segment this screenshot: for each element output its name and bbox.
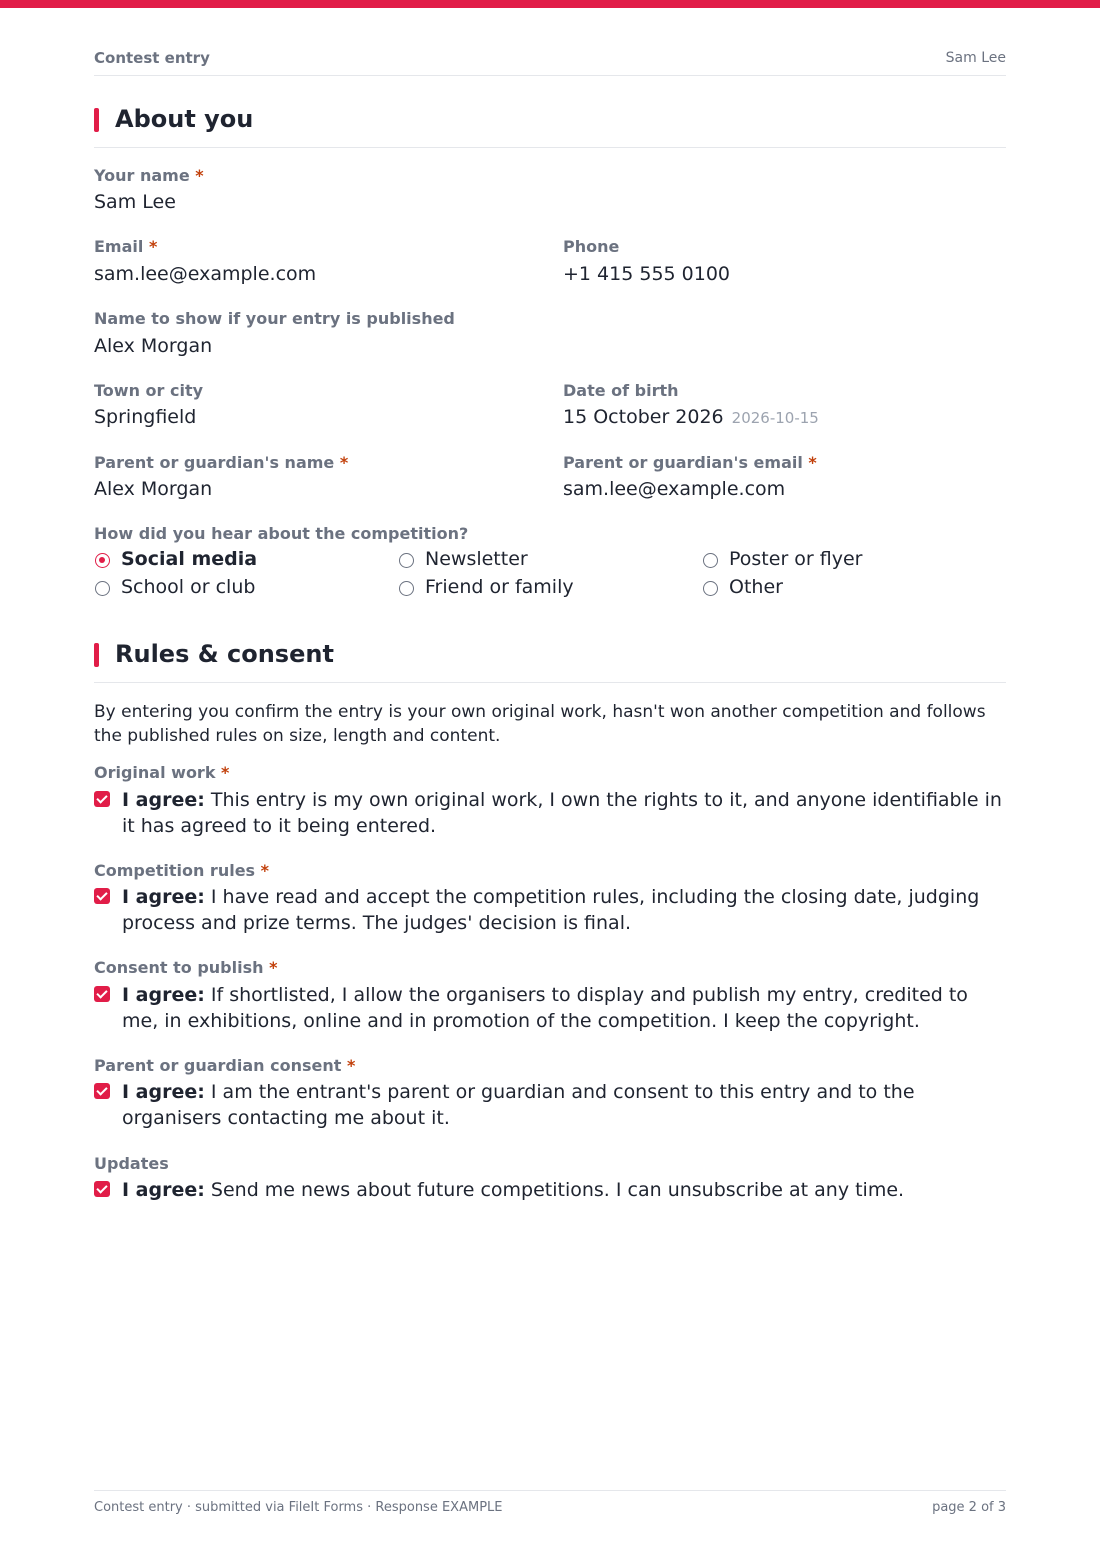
document-title: Contest entry — [94, 49, 210, 67]
page-footer — [94, 1490, 1006, 1520]
town-value: Springfield — [94, 406, 197, 428]
section-about-you — [94, 105, 1006, 148]
consent-to-publish-checkbox[interactable]: I agree: If shortlisted, I allow the organisers to display and publish my entry, credited to me, in exhibitions, online and in promotion of the competition. I keep the copyright. — [94, 982, 1006, 1034]
your-name-value: Sam Lee — [94, 191, 176, 213]
updates-label: Updates — [94, 1154, 169, 1173]
required-marker: * — [339, 453, 349, 472]
radio-selected-icon — [95, 553, 110, 568]
consent-to-publish-label: Consent to publish * — [94, 958, 278, 977]
checkbox-checked-icon — [94, 986, 110, 1002]
radio-empty-icon — [399, 553, 414, 568]
section-title: Rules & consent — [115, 640, 334, 668]
radio-empty-icon — [703, 581, 718, 596]
town-label: Town or city — [94, 381, 204, 400]
original-work-checkbox[interactable]: I agree: This entry is my own original work, I own the rights to it, and anyone identifiable in it has agreed to it being entered. — [94, 787, 1006, 839]
radio-empty-icon — [399, 581, 414, 596]
rules-intro: By entering you confirm the entry is your own original work, hasn't won another competition and follows the published rules on size, length and content. — [94, 702, 986, 746]
footer-info: Contest entry · submitted via FileIt Forms · Response EXAMPLE — [94, 1500, 503, 1515]
required-marker: * — [148, 237, 158, 256]
checkbox-checked-icon — [94, 888, 110, 904]
original-work-label: Original work * — [94, 763, 230, 782]
checkbox-checked-icon — [94, 1181, 110, 1197]
dob-label: Date of birth — [563, 381, 679, 400]
required-marker: * — [346, 1056, 356, 1075]
required-marker: * — [260, 861, 270, 880]
phone-value: +1 415 555 0100 — [563, 263, 731, 285]
guardian-consent-label: Parent or guardian consent * — [94, 1056, 356, 1075]
guardian-name-label: Parent or guardian's name * — [94, 453, 349, 472]
checkbox-checked-icon — [94, 791, 110, 807]
updates-checkbox[interactable]: I agree: Send me news about future competitions. I can unsubscribe at any time. — [94, 1177, 1006, 1203]
radio-empty-icon — [703, 553, 718, 568]
email-value: sam.lee@example.com — [94, 263, 317, 285]
section-title: About you — [115, 105, 254, 133]
required-marker: * — [269, 958, 278, 977]
phone-label: Phone — [563, 237, 620, 256]
form-page: Contest entry Sam Lee About you Your name * Sam Lee Email * sam.lee@example.com Phone +1 415 555 0100 Name to show if your entry is published Alex Morgan Town or city Springfield Date of birth 15 October 2026 2026-10-15 Parent or guardian's name * Alex Morgan Parent or guardian's email * sam.lee@example.com How did you hear about the competition? Social media Newsletter Poster or flyer School or club Friend or family Other Rules & consent By entering you confirm the entry is your own original work, hasn't won another competition and follows the published rules on size, length and content. Original work * I agree: This entry is my own original work, I own the rights to it, and anyone identifiable in it has agreed to it being entered. Competition rules * I agree: I have read and accept the competition rules, including the closing date, judging process and prize terms. The judges' decision is final. Consent to publish * I agree: If shortlisted, I allow the organisers to display and publish my entry, credited to me, in exhibitions, online and in promotion of the competition. I keep the copyright. Parent or guardian consent * I agree: I am the entrant's parent or guardian and consent to this entry and to the organisers contacting me about it. Updates I agree: Send me news about future competitions. I can unsubscribe at any time. Contest entry · submitted via FileIt Forms · Response EXAMPLE page 2 of 3 — [94, 0, 1006, 1556]
guardian-name-value: Alex Morgan — [94, 478, 213, 500]
required-marker: * — [221, 763, 230, 782]
section-rules-consent — [94, 640, 1006, 683]
required-marker: * — [808, 453, 817, 472]
heard-label: How did you hear about the competition? — [94, 524, 469, 543]
competition-rules-checkbox[interactable]: I agree: I have read and accept the competition rules, including the closing date, judging process and prize terms. The judges' decision is final. — [94, 884, 1006, 936]
radio-empty-icon — [95, 581, 110, 596]
display-name-label: Name to show if your entry is published — [94, 309, 455, 328]
email-label: Email * — [94, 237, 158, 256]
display-name-value: Alex Morgan — [94, 335, 213, 357]
section-accent-bar — [94, 108, 99, 132]
page-header — [94, 48, 1006, 76]
checkbox-checked-icon — [94, 1083, 110, 1099]
dob-value: 15 October 2026 2026-10-15 — [563, 406, 819, 428]
your-name-label: Your name * — [94, 166, 204, 185]
guardian-consent-checkbox[interactable]: I agree: I am the entrant's parent or guardian and consent to this entry and to the organisers contacting me about it. — [94, 1079, 1006, 1131]
section-accent-bar — [94, 643, 99, 667]
user-name: Sam Lee — [945, 50, 1006, 66]
guardian-email-label: Parent or guardian's email * — [563, 453, 817, 472]
competition-rules-label: Competition rules * — [94, 861, 270, 880]
required-marker: * — [195, 166, 204, 185]
page-number: page 2 of 3 — [932, 1500, 1006, 1515]
guardian-email-value: sam.lee@example.com — [563, 478, 786, 500]
dob-iso: 2026-10-15 — [731, 409, 819, 427]
